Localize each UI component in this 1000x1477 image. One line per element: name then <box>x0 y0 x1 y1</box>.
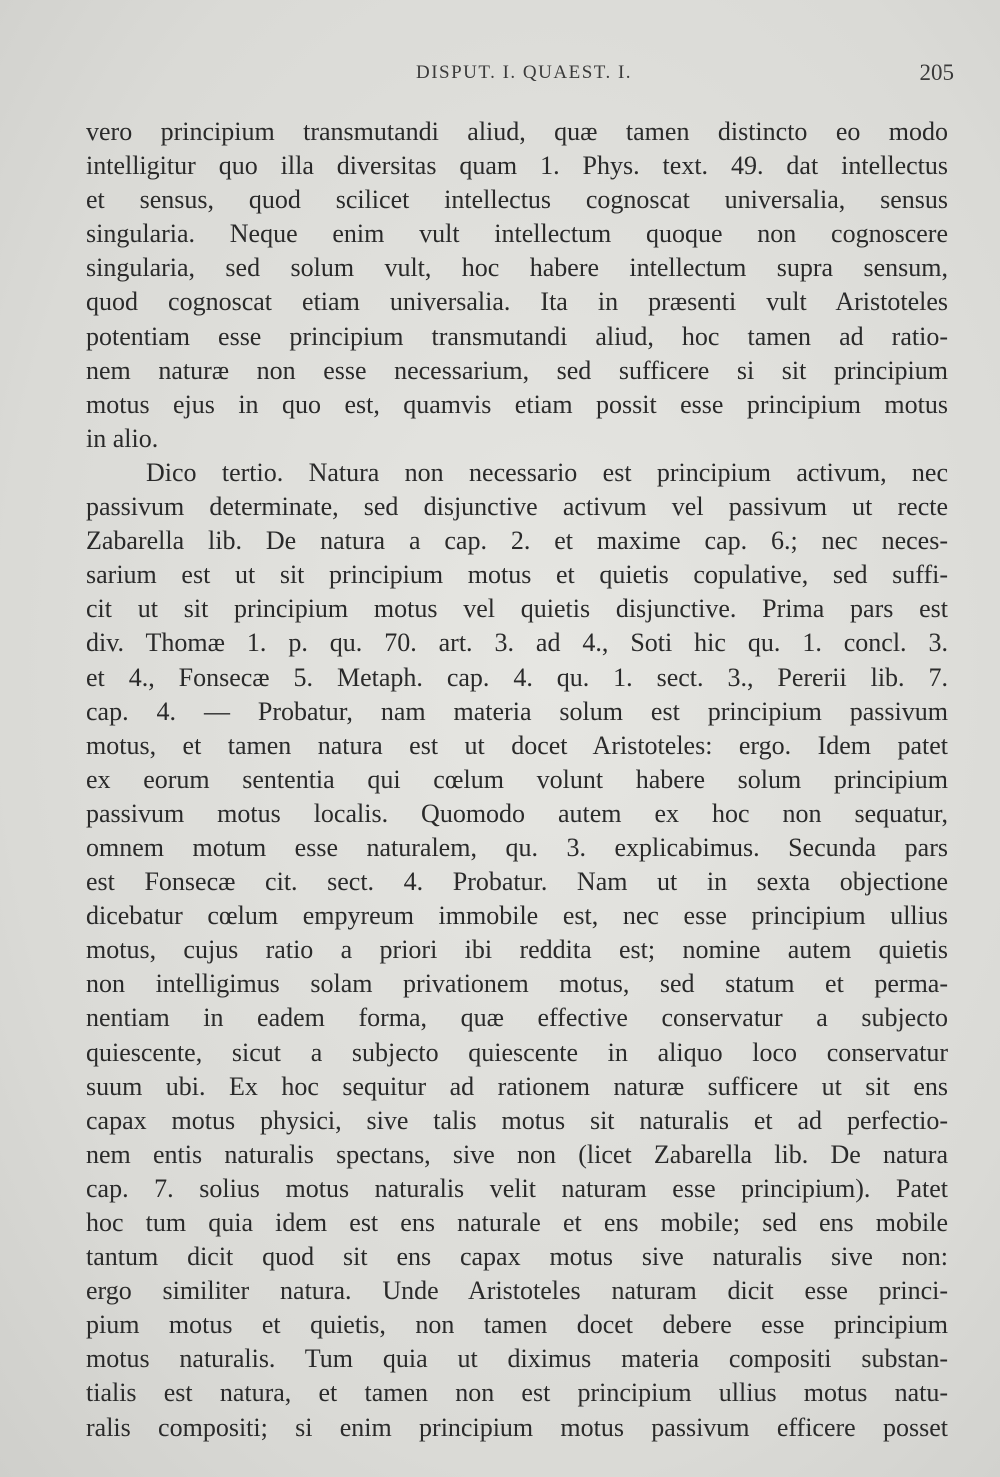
paragraph-end-line: in alio. <box>86 423 159 453</box>
text-line: quiescente, sicut a subjecto quiescente in aliquo loco conservatur <box>86 1037 948 1067</box>
text-line: Zabarella lib. De natura a cap. 2. et maxime cap. 6.; nec neces- <box>86 526 948 556</box>
body-text <box>86 115 948 1445</box>
text-line: cit ut sit principium motus vel quietis disjunctive. Prima pars est <box>86 594 948 624</box>
text-line: intelligitur quo illa diversitas quam 1. Phys. text. 49. dat intellectus <box>86 151 948 181</box>
page-number: 205 <box>919 60 954 85</box>
text-line: singularia, sed solum vult, hoc habere intellectum supra sensum, <box>86 253 948 283</box>
text-line: div. Thomæ 1. p. qu. 70. art. 3. ad 4., Soti hic qu. 1. concl. 3. <box>86 628 948 658</box>
text-line: ex eorum sententia qui cœlum volunt habere solum principium <box>86 764 948 794</box>
running-head <box>86 62 960 92</box>
text-line: capax motus physici, sive talis motus sit naturalis et ad perfectio- <box>86 1105 948 1135</box>
text-line: ralis compositi; si enim principium motus passivum efficere posset <box>86 1412 948 1442</box>
text-line: motus, cujus ratio a priori ibi reddita est; nomine autem quietis <box>86 935 948 965</box>
text-line: quod cognoscat etiam universalia. Ita in præsenti vult Aristoteles <box>86 287 948 317</box>
text-line: sarium est ut sit principium motus et quietis copulative, sed suffi- <box>86 560 948 590</box>
text-line: omnem motum esse naturalem, qu. 3. explicabimus. Secunda pars <box>86 832 948 862</box>
text-line: non intelligimus solam privationem motus, sed statum et perma- <box>86 969 948 999</box>
text-line: nentiam in eadem forma, quæ effective conservatur a subjecto <box>86 1003 948 1033</box>
text-line: motus, et tamen natura est ut docet Aristoteles: ergo. Idem patet <box>86 730 948 760</box>
text-line: tantum dicit quod sit ens capax motus sive naturalis sive non: <box>86 1242 948 1272</box>
text-line: tialis est natura, et tamen non est principium ullius motus natu- <box>86 1378 948 1408</box>
text-line: nem naturæ non esse necessarium, sed sufficere si sit principium <box>86 355 948 385</box>
text-line: motus naturalis. Tum quia ut diximus materia compositi substan- <box>86 1344 948 1374</box>
text-line: et 4., Fonsecæ 5. Metaph. cap. 4. qu. 1. sect. 3., Pererii lib. 7. <box>86 662 948 692</box>
text-line: dicebatur cœlum empyreum immobile est, nec esse principium ullius <box>86 901 948 931</box>
running-title: DISPUT. I. QUAEST. I. <box>416 62 633 83</box>
text-line: cap. 7. solius motus naturalis velit naturam esse principium). Patet <box>86 1173 948 1203</box>
text-line: est Fonsecæ cit. sect. 4. Probatur. Nam ut in sexta objectione <box>86 867 948 897</box>
text-line: passivum determinate, sed disjunctive activum vel passivum ut recte <box>86 492 948 522</box>
text-line: vero principium transmutandi aliud, quæ tamen distincto eo modo <box>86 117 948 146</box>
text-line: et sensus, quod scilicet intellectus cognoscat universalia, sensus <box>86 185 948 215</box>
text-line: cap. 4. — Probatur, nam materia solum est principium passivum <box>86 696 948 726</box>
text-line: nem entis naturalis spectans, sive non (licet Zabarella lib. De natura <box>86 1139 948 1169</box>
text-line: ergo similiter natura. Unde Aristoteles naturam dicit esse princi- <box>86 1276 948 1306</box>
text-line: passivum motus localis. Quomodo autem ex hoc non sequatur, <box>86 798 948 828</box>
text-line: motus ejus in quo est, quamvis etiam possit esse principium motus <box>86 389 948 419</box>
text-line: pium motus et quietis, non tamen docet debere esse principium <box>86 1310 948 1340</box>
text-line: hoc tum quia idem est ens naturale et ens mobile; sed ens mobile <box>86 1208 948 1237</box>
text-line: singularia. Neque enim vult intellectum quoque non cognoscere <box>86 219 948 249</box>
text-line: potentiam esse principium transmutandi aliud, hoc tamen ad ratio- <box>86 321 948 351</box>
text-line: suum ubi. Ex hoc sequitur ad rationem naturæ sufficere ut sit ens <box>86 1071 948 1101</box>
paragraph-start-line: Dico tertio. Natura non necessario est principium activum, nec <box>146 457 948 487</box>
